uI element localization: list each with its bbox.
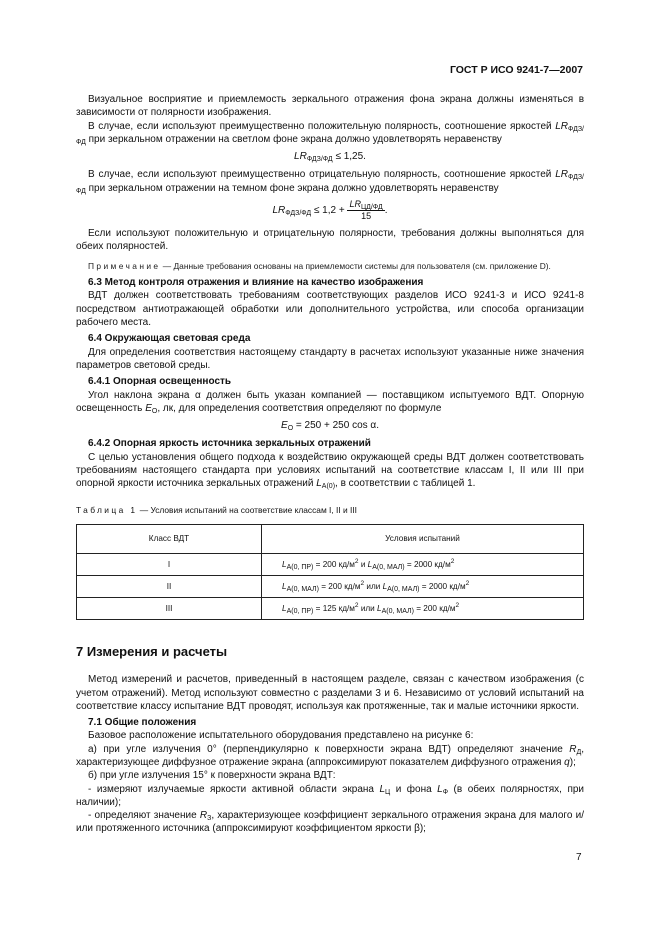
paragraph: Для определения соответствия настоящему стандарту в расчетах используют указанные ниже значения параметров световой среды. (76, 346, 584, 371)
fraction: $\frac{LR_{ЦД/ФД}}{15}$ (349, 199, 383, 222)
paragraph: Метод измерений и расчетов, приведенный в настоящем разделе, связан с качеством изображения (с учетом отражений). Метод используют совместно с разделами 3 и 6. Независимо от условий испытаний на соответствие классу испытание ВДТ проводят, используя как протяженные, так и малые источники яркости. (76, 674, 584, 712)
section-heading: 6.4.2 Опорная яркость источника зеркальных отражений (88, 438, 371, 450)
table-row (77, 575, 584, 597)
document-id: ГОСТ Р ИСО 9241-7—2007 (449, 64, 583, 76)
section-heading: 6.3 Метод контроля отражения и влияние на качество изображения (88, 277, 424, 289)
table-caption: Таблица 1 — Условия испытаний на соответствие классам I, II и III (76, 504, 357, 515)
formula: $LR_{ФДЗ/ФД} \le 1,2$ + $\frac{LR_{ЦД/ФД}}{15}$ . (272, 199, 388, 222)
list-item: - измеряют излучаемые яркости активной области экрана $L_Ц$ и фона $L_Ф$ (в обеих полярностях, при наличии); (76, 783, 585, 808)
paragraph: В случае, если используют преимущественно отрицательную полярность, соотношение яркостей $LR_{ФДЗ/ФД}$ при зеркальном отражении на темном фоне экрана должно удовлетворять неравенству (76, 169, 584, 195)
table-row (77, 553, 584, 575)
table-cell: I (77, 553, 262, 575)
formula: $E_O = 250 + 250$ cos α. (281, 420, 379, 433)
section-heading: 7.1 Общие положения (88, 717, 197, 729)
paragraph: Визуальное восприятие и приемлемость зеркального отражения фона экрана должны изменяться в зависимости от полярности изображения. (76, 94, 584, 119)
table-cell: III (77, 597, 262, 619)
table-cell: $L_{A(0, МАЛ)} = 200$ $кд/м^2$ или $L_{A(0, МАЛ)} = 2000$ $кд/м^2$ (262, 575, 584, 597)
column-header: Условия испытаний (262, 524, 584, 553)
section-heading: 6.4.1 Опорная освещенность (88, 376, 232, 388)
table-header-row (77, 524, 584, 553)
list-item: а) при угле излучения 0° (перпендикулярно к поверхности экрана ВДТ) определяют значение $R_Д$, характеризующее диффузное отражение экрана (аппроксимируют показателем диффузного отражения q); (76, 743, 584, 768)
table-cell: $L_{A(0, ПР)} = 200$ $кд/м^2$ и $L_{A(0, МАЛ)} = 2000$ $кд/м^2$ (262, 553, 584, 575)
conditions-table (76, 524, 584, 620)
table-row (77, 597, 584, 619)
section-title: 7 Измерения и расчеты (76, 643, 228, 659)
page-number: 7 (576, 852, 582, 863)
note: Примечание — Данные требования основаны на приемлемости системы для пользователя (см. приложение D). (88, 260, 551, 271)
table-cell: II (77, 575, 262, 597)
table-cell: $L_{A(0, ПР)} = 125$ $кд/м^2$ или $L_{A(0, МАЛ)} = 200$ $кд/м^2$ (262, 597, 584, 619)
paragraph: Базовое расположение испытательного оборудования представлено на рисунке 6: (88, 730, 474, 742)
paragraph: Угол наклона экрана α должен быть указан компанией — поставщиком испытуемого ВДТ. Опорную освещенность $E_O$, лк, для определения соответствия определяют по формуле (76, 389, 584, 415)
paragraph: С целью установления общего подхода к воздействию окружающей среды ВДТ должен соответствовать требованиям настоящего стандарта при условиях испытаний на соответствие классам I, II или III при опорной яркости источника зеркальных отражений $L_{A(0)}$, в соответствии с таблицей 1. (76, 451, 584, 491)
list-item: - определяют значение $R_З$, характеризующее коэффициент зеркального отражения экрана для малого и/или протяженного источника (аппроксимируют коэффициентом яркости β); (76, 810, 584, 835)
paragraph: Если используют положительную и отрицательную полярности, требования должны выполняться для обеих полярностей. (76, 228, 584, 253)
paragraph: ВДТ должен соответствовать требованиям соответствующих разделов ИСО 9241-3 и ИСО 9241-8 посредством антиотражающей обработки или дополнительного устройства, или способа организации рабочего места. (76, 290, 584, 329)
column-header: Класс ВДТ (77, 524, 262, 553)
page-body (76, 93, 584, 836)
section-heading: 6.4 Окружающая световая среда (88, 333, 251, 345)
paragraph: В случае, если используют преимущественно положительную полярность, соотношение яркостей $LR_{ФДЗ/ФД}$ при зеркальном отражении на светлом фоне экрана должно удовлетворять неравенству (76, 120, 584, 146)
list-item: б) при угле излучения 15° к поверхности экрана ВДТ: (88, 770, 336, 782)
formula: $LR_{ФДЗ/ФД} \le 1,25$. (294, 151, 366, 164)
